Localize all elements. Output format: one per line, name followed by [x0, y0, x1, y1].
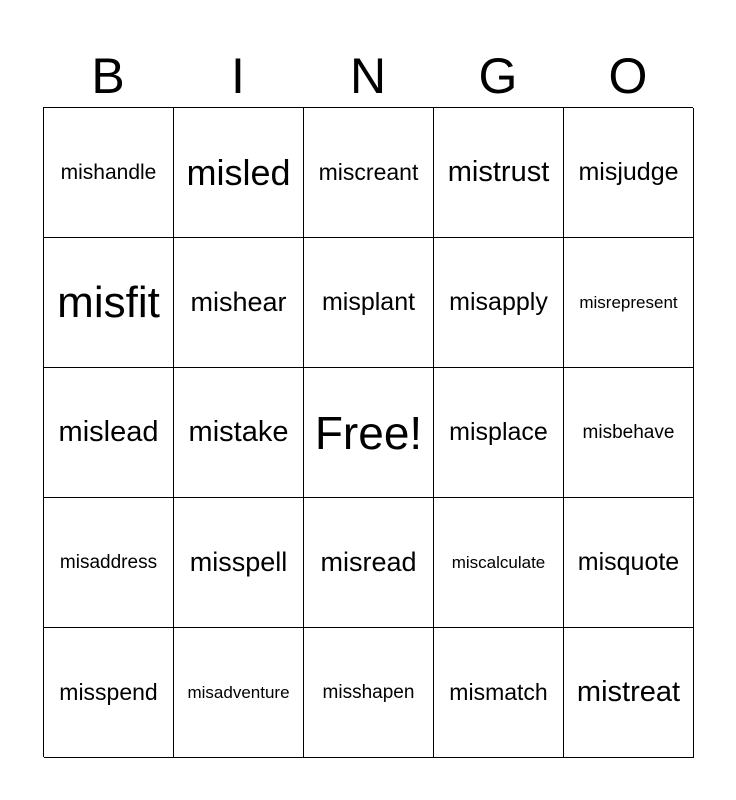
- bingo-cell: misshapen: [304, 628, 434, 758]
- bingo-cell: mislead: [44, 368, 174, 498]
- bingo-cell: misjudge: [564, 108, 694, 238]
- header-letter-o: O: [608, 48, 648, 104]
- header-letter-n: N: [349, 48, 387, 104]
- bingo-cell: miscalculate: [434, 498, 564, 628]
- bingo-cell: mishear: [174, 238, 304, 368]
- bingo-cell: misplace: [434, 368, 564, 498]
- free-space-cell: Free!: [304, 368, 434, 498]
- bingo-cell: misread: [304, 498, 434, 628]
- bingo-cell: mistake: [174, 368, 304, 498]
- bingo-header: [43, 46, 693, 106]
- bingo-cell: misaddress: [44, 498, 174, 628]
- header-letter-i: I: [231, 48, 245, 104]
- bingo-cell: misspend: [44, 628, 174, 758]
- bingo-board: [43, 107, 693, 757]
- header-letter-b: B: [91, 48, 125, 104]
- bingo-cell: misplant: [304, 238, 434, 368]
- bingo-cell: miscreant: [304, 108, 434, 238]
- bingo-cell: mistreat: [564, 628, 694, 758]
- bingo-cell: misadventure: [174, 628, 304, 758]
- header-letter-g: G: [478, 48, 518, 104]
- bingo-cell: misapply: [434, 238, 564, 368]
- bingo-cell: misbehave: [564, 368, 694, 498]
- bingo-cell: misrepresent: [564, 238, 694, 368]
- bingo-cell: mistrust: [434, 108, 564, 238]
- bingo-cell: misled: [174, 108, 304, 238]
- bingo-cell: misquote: [564, 498, 694, 628]
- bingo-cell: misfit: [44, 238, 174, 368]
- bingo-cell: mismatch: [434, 628, 564, 758]
- bingo-cell: mishandle: [44, 108, 174, 238]
- bingo-cell: misspell: [174, 498, 304, 628]
